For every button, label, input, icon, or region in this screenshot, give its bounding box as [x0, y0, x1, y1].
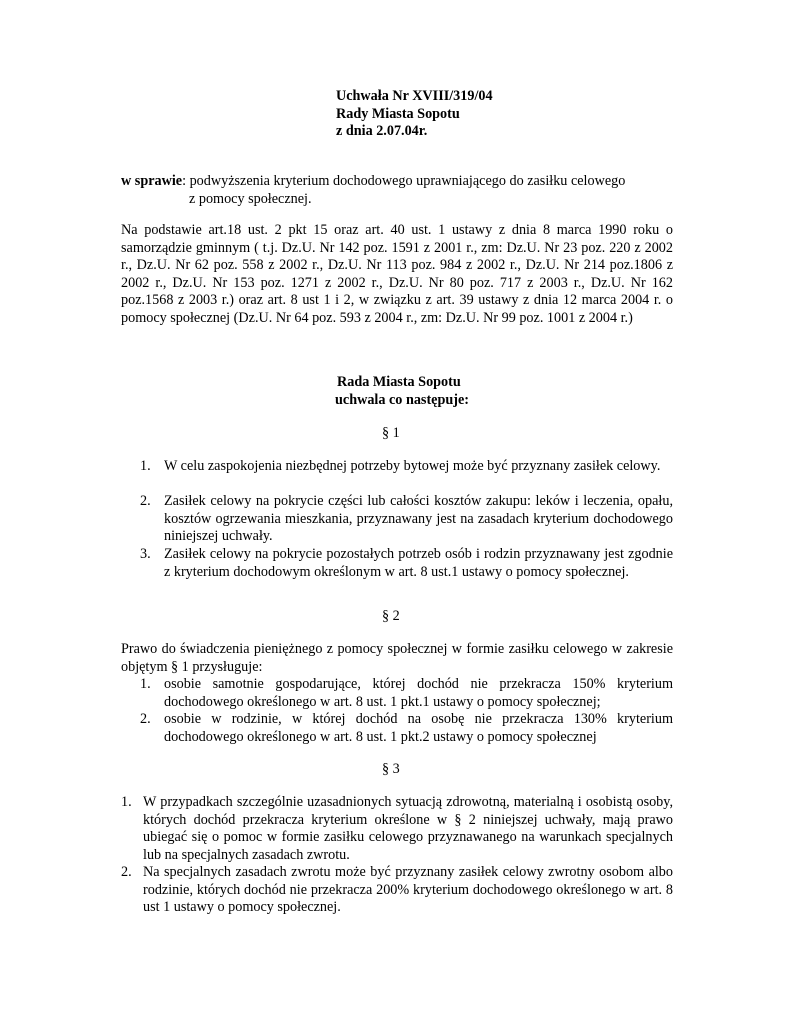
list-item: 2. Zasiłek celowy na pokrycie części lub całości kosztów zakupu: leków i leczenia, opału, kosztów ogrzewania mieszkania, przyznawany jest na zasadach kryterium dochodowego niniejszej uchwały. [140, 493, 673, 545]
list-item: 2. Na specjalnych zasadach zwrotu może być przyznany zasiłek celowy zwrotny osobom albo rodzinie, których dochód nie przekracza 200% kryterium dochodowego określonego w art. 8 ust 1 ustawy o pomocy społecznej. [121, 864, 673, 916]
resolves-statement: uchwala co następuje: [335, 391, 469, 408]
section-1-list [140, 458, 673, 598]
resolves-block [335, 374, 469, 409]
list-item: 2. osobie w rodzinie, w której dochód na osobę nie przekracza 130% kryterium dochodowego określonego w art. 8 ust. 1 pkt.2 ustawy o pomocy społecznej [140, 711, 673, 745]
resolution-date: z dnia 2.07.04r. [336, 123, 428, 140]
legal-basis-paragraph: Na podstawie art.18 ust. 2 pkt 15 oraz art. 40 ust. 1 ustawy z dnia 8 marca 1990 roku o samorządzie gminnym ( t.j. Dz.U. Nr 142 poz. 1591 z 2001 r., zm: Dz.U. Nr 23 poz. 220 z 2002 r., Dz.U. Nr 62 poz. 558 z 2002 r., Dz.U. Nr 113 poz. 984 z 2002 r., Dz.U. Nr 214 poz.1806 z 2002 r., Dz.U. Nr 153 poz. 1271 z 2002 r., Dz.U. Nr 80 poz. 717 z 2003 r., Dz.U. Nr 162 poz.1568 z 2003 r.) oraz art. 8 ust 1 i 2, w związku z art. 39 ustawy z dnia 12 marca 2004 r. o pomocy społecznej (Dz.U. Nr 64 poz. 593 z 2004 r., zm: Dz.U. Nr 99 poz. 1001 z 2004 r.) [121, 222, 673, 326]
resolution-header [336, 88, 493, 141]
section-2-heading: § 2 [382, 608, 400, 624]
subject-label: w sprawie [121, 173, 183, 189]
list-item: 1. osobie samotnie gospodarujące, której dochód nie przekracza 150% kryterium dochodowego określonego w art. 8 ust. 1 pkt.1 ustawy o pomocy społecznej; [140, 676, 673, 710]
subject-block [121, 173, 681, 208]
list-item: 1. W przypadkach szczególnie uzasadnionych sytuacją zdrowotną, materialną i osobistą osoby, których dochód przekracza kryterium określone w § 2 niniejszej uchwały, mają prawo ubiegać się o pomoc w formie zasiłku celowego przyznawanego na warunkach specjalnych lub na specjalnych zasadach zwrotu. [121, 794, 673, 863]
section-2-intro: Prawo do świadczenia pieniężnego z pomocy społecznej w formie zasiłku celowego w zakresie objętym § 1 przysługuje: [121, 641, 673, 675]
list-item: 1. W celu zaspokojenia niezbędnej potrzeby bytowej może być przyznany zasiłek celowy. [140, 458, 661, 474]
council-name: Rady Miasta Sopotu [336, 105, 460, 122]
subject-text-line1: : podwyższenia kryterium dochodowego uprawniającego do zasiłku celowego [182, 173, 626, 189]
subject-text-line2: z pomocy społecznej. [189, 190, 312, 207]
section-3-list [121, 794, 673, 914]
section-2-list [140, 676, 673, 746]
list-item: 3. Zasiłek celowy na pokrycie pozostałych potrzeb osób i rodzin przyznawany jest zgodnie z kryterium dochodowym określonym w art. 8 ust.1 ustawy o pomocy społecznej. [140, 546, 673, 580]
section-1-heading: § 1 [382, 425, 400, 441]
resolves-council: Rada Miasta Sopotu [337, 374, 461, 390]
section-3-heading: § 3 [382, 761, 400, 777]
resolution-number: Uchwała Nr XVIII/319/04 [336, 88, 493, 104]
